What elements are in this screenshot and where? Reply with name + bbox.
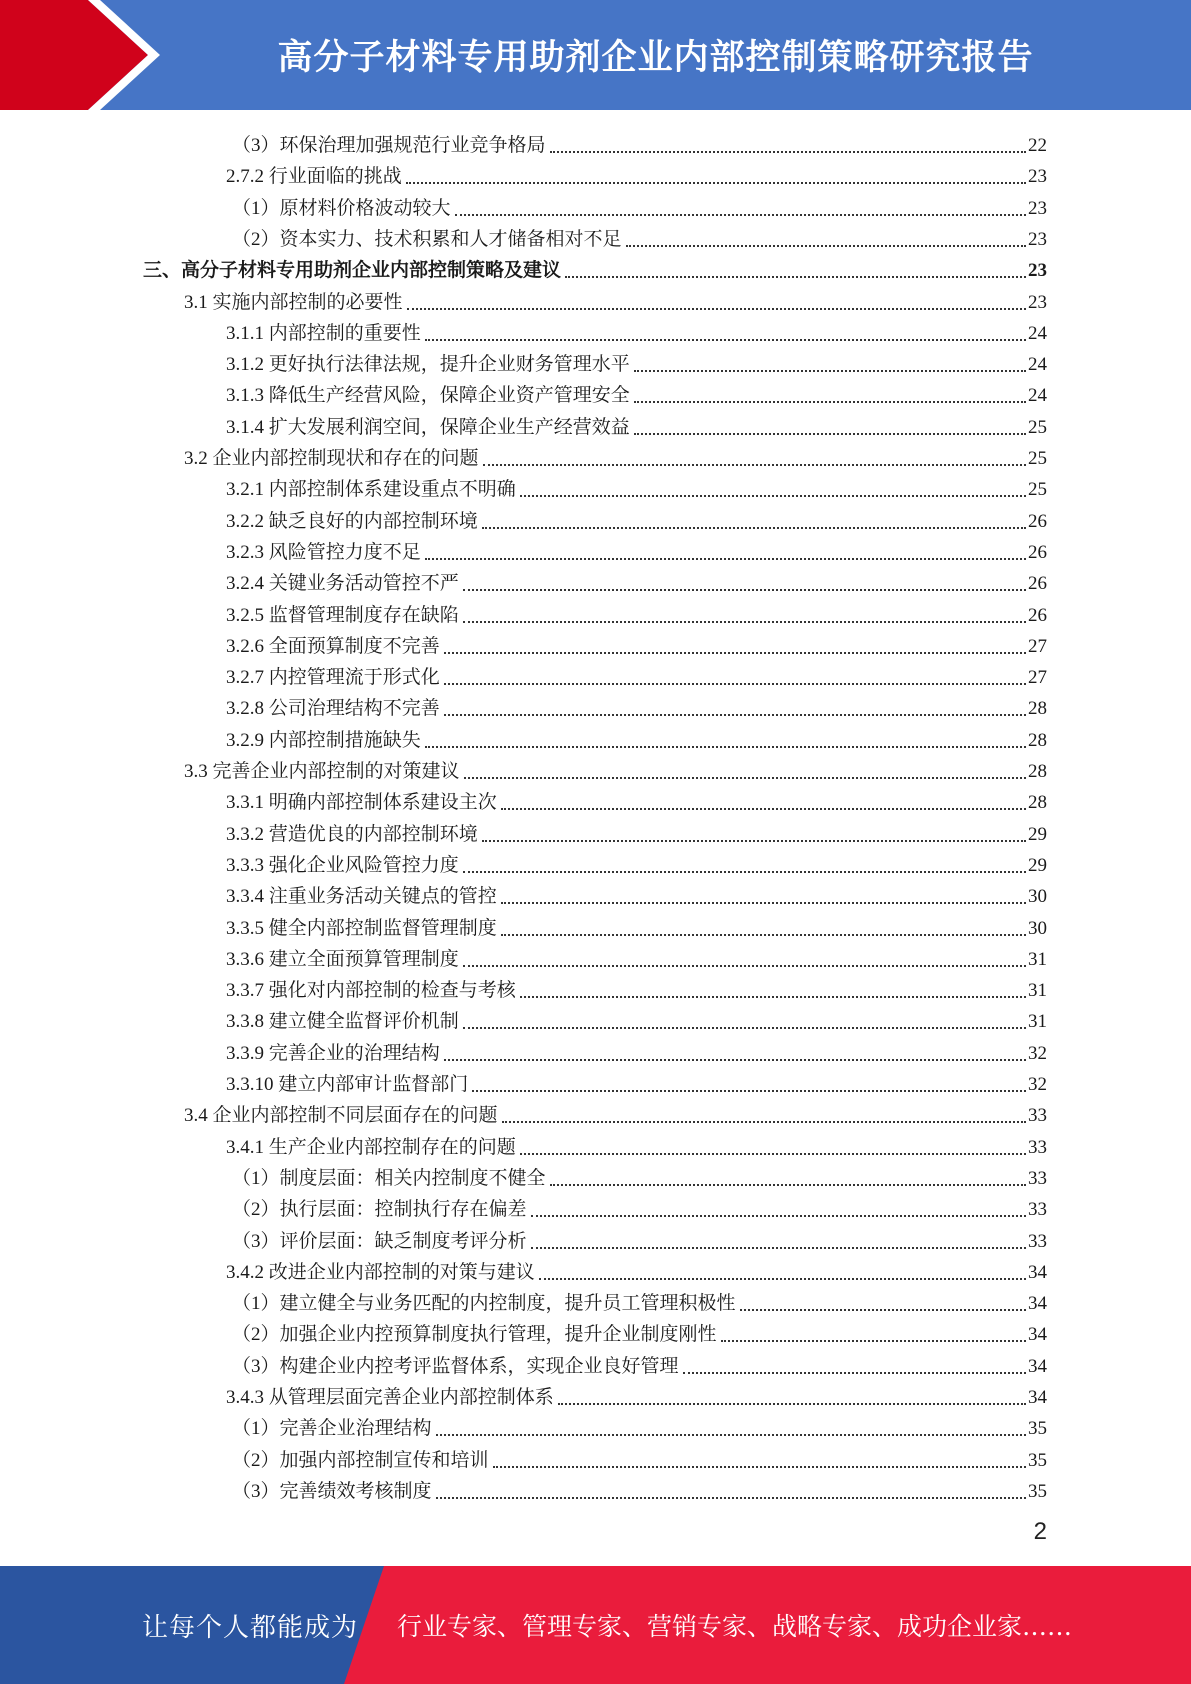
header-band bbox=[0, 0, 1191, 110]
page-number: 2 bbox=[1033, 1518, 1047, 1545]
toc-entry[interactable] bbox=[232, 1348, 1047, 1379]
toc-entry-label: 3.1.4 扩大发展利润空间，保障企业生产经营效益 bbox=[226, 416, 630, 438]
toc-leader-dots bbox=[444, 1059, 1026, 1061]
toc-leader-dots bbox=[520, 1153, 1026, 1155]
toc-entry-label: 3.3.8 建立健全监督评价机制 bbox=[226, 1011, 459, 1033]
toc-leader-dots bbox=[501, 902, 1026, 904]
toc-entry[interactable] bbox=[226, 690, 1047, 721]
toc-entry[interactable] bbox=[226, 1003, 1047, 1034]
report-title: 高分子材料专用助剂企业内部控制策略研究报告 bbox=[277, 38, 1034, 78]
toc-entry-label: （2）执行层面：控制执行存在偏差 bbox=[232, 1199, 527, 1221]
toc-entry[interactable] bbox=[232, 1223, 1047, 1254]
toc-entry-page: 22 bbox=[1028, 135, 1047, 156]
toc-entry[interactable] bbox=[143, 252, 1047, 283]
toc-entry-page: 31 bbox=[1028, 948, 1047, 970]
toc-entry[interactable] bbox=[226, 158, 1047, 189]
toc-entry-page: 23 bbox=[1028, 166, 1047, 188]
toc-leader-dots bbox=[520, 495, 1026, 497]
toc-entry[interactable] bbox=[226, 534, 1047, 565]
toc-leader-dots bbox=[482, 840, 1026, 842]
toc-entry-label: 3.1.3 降低生产经营风险，保障企业资产管理安全 bbox=[226, 385, 630, 407]
toc-entry-page: 27 bbox=[1028, 667, 1047, 689]
toc-entry[interactable] bbox=[226, 628, 1047, 659]
toc-entry-page: 26 bbox=[1028, 510, 1047, 532]
toc-entry-page: 24 bbox=[1028, 322, 1047, 344]
toc-entry[interactable] bbox=[226, 1254, 1047, 1285]
toc-entry-page: 32 bbox=[1028, 1042, 1047, 1064]
toc-entry[interactable] bbox=[232, 1316, 1047, 1347]
toc-leader-dots bbox=[463, 1027, 1026, 1029]
toc-entry-page: 23 bbox=[1028, 197, 1047, 219]
toc-leader-dots bbox=[483, 464, 1026, 466]
footer-slogan-left: 让每个人都能成为 bbox=[142, 1612, 359, 1643]
toc-leader-dots bbox=[444, 714, 1026, 716]
toc-entry[interactable] bbox=[226, 847, 1047, 878]
toc-entry[interactable] bbox=[226, 503, 1047, 534]
footer-band bbox=[0, 1566, 1191, 1684]
toc-entry-page: 25 bbox=[1028, 448, 1047, 469]
toc-leader-dots bbox=[634, 370, 1026, 372]
toc-entry[interactable] bbox=[226, 1066, 1047, 1097]
toc-leader-dots bbox=[683, 1372, 1026, 1374]
toc-leader-dots bbox=[565, 276, 1026, 278]
toc-entry-page: 34 bbox=[1028, 1293, 1047, 1315]
toc-leader-dots bbox=[463, 621, 1026, 623]
toc-entry-page: 23 bbox=[1028, 228, 1047, 250]
toc-entry[interactable] bbox=[232, 127, 1047, 158]
toc-entry-page: 26 bbox=[1028, 573, 1047, 595]
toc-entry-label: 3.3.5 健全内部控制监督管理制度 bbox=[226, 917, 497, 939]
toc-entry-page: 29 bbox=[1028, 854, 1047, 876]
toc-entry-label: 3.3.7 强化对内部控制的检查与考核 bbox=[226, 980, 516, 1002]
toc-entry-label: （1）原材料价格波动较大 bbox=[232, 197, 451, 219]
toc-entry-label: （3）完善绩效考核制度 bbox=[232, 1480, 432, 1502]
toc-entry[interactable] bbox=[232, 1473, 1047, 1504]
toc-entry[interactable] bbox=[226, 315, 1047, 346]
toc-entry-label: 3.4.3 从管理层面完善企业内部控制体系 bbox=[226, 1387, 554, 1408]
toc-entry-label: 3.1.2 更好执行法律法规，提升企业财务管理水平 bbox=[226, 354, 630, 376]
toc-entry-page: 30 bbox=[1028, 917, 1047, 939]
toc-entry-page: 28 bbox=[1028, 761, 1047, 782]
toc-entry[interactable] bbox=[226, 659, 1047, 690]
toc-entry-page: 24 bbox=[1028, 385, 1047, 407]
toc-entry[interactable] bbox=[226, 471, 1047, 502]
toc-entry-label: （2）加强内部控制宣传和培训 bbox=[232, 1449, 489, 1471]
toc-entry[interactable] bbox=[232, 1160, 1047, 1191]
toc-entry-label: 3.2.4 关键业务活动管控不严 bbox=[226, 573, 459, 595]
toc-entry-label: 3.2.2 缺乏良好的内部控制环境 bbox=[226, 510, 478, 532]
toc-leader-dots bbox=[472, 1090, 1026, 1092]
toc-leader-dots bbox=[626, 245, 1026, 247]
toc-entry-page: 33 bbox=[1028, 1230, 1047, 1252]
toc-entry-label: 三、高分子材料专用助剂企业内部控制策略及建议 bbox=[143, 260, 562, 282]
toc-leader-dots bbox=[463, 965, 1026, 967]
toc-entry-page: 25 bbox=[1028, 416, 1047, 438]
toc-entry[interactable] bbox=[232, 221, 1047, 252]
toc-entry-label: 3.4.1 生产企业内部控制存在的问题 bbox=[226, 1136, 516, 1158]
toc-entry-label: 3.3.9 完善企业的治理结构 bbox=[226, 1042, 440, 1064]
toc-leader-dots bbox=[482, 527, 1026, 529]
toc-leader-dots bbox=[501, 934, 1026, 936]
toc-leader-dots bbox=[634, 401, 1026, 403]
toc-entry-page: 33 bbox=[1028, 1136, 1047, 1158]
toc-entry-page: 34 bbox=[1028, 1261, 1047, 1283]
toc-leader-dots bbox=[463, 589, 1026, 591]
toc-entry-page: 26 bbox=[1028, 541, 1047, 563]
toc-entry-page: 31 bbox=[1028, 1011, 1047, 1033]
toc-entry-label: （1）建立健全与业务匹配的内控制度，提升员工管理积极性 bbox=[232, 1293, 736, 1315]
toc-entry-page: 35 bbox=[1028, 1449, 1047, 1471]
toc-leader-dots bbox=[501, 808, 1026, 810]
toc-entry[interactable] bbox=[226, 597, 1047, 628]
toc-entry-label: （1）制度层面：相关内控制度不健全 bbox=[232, 1167, 546, 1189]
toc-entry-label: 3.2.7 内控管理流于形式化 bbox=[226, 667, 440, 689]
toc-entry[interactable] bbox=[232, 1410, 1047, 1441]
toc-entry[interactable] bbox=[226, 409, 1047, 440]
toc-entry[interactable] bbox=[232, 1442, 1047, 1473]
toc-entry-label: 3.2.5 监督管理制度存在缺陷 bbox=[226, 604, 459, 626]
toc-leader-dots bbox=[634, 433, 1026, 435]
toc-entry-label: 3.2.8 公司治理结构不完善 bbox=[226, 698, 440, 720]
toc-entry-page: 27 bbox=[1028, 635, 1047, 657]
toc-entry[interactable] bbox=[226, 565, 1047, 596]
toc-entry-page: 35 bbox=[1028, 1480, 1047, 1502]
toc-entry[interactable] bbox=[184, 1097, 1047, 1128]
toc-entry-label: 3.2.9 内部控制措施缺失 bbox=[226, 729, 421, 751]
toc-entry[interactable] bbox=[226, 784, 1047, 815]
toc-entry[interactable] bbox=[226, 941, 1047, 972]
toc-entry-page: 28 bbox=[1028, 729, 1047, 751]
toc-leader-dots bbox=[464, 777, 1026, 779]
toc-entry[interactable] bbox=[232, 1285, 1047, 1316]
toc-leader-dots bbox=[444, 683, 1026, 685]
toc-leader-dots bbox=[444, 652, 1026, 654]
toc-entry-label: 3.3.4 注重业务活动关键点的管控 bbox=[226, 886, 497, 908]
toc-entry-label: 3.2.1 内部控制体系建设重点不明确 bbox=[226, 479, 516, 501]
toc-leader-dots bbox=[550, 151, 1026, 153]
toc-entry-label: 3.3.2 营造优良的内部控制环境 bbox=[226, 823, 478, 845]
toc-leader-dots bbox=[406, 182, 1026, 184]
toc-leader-dots bbox=[539, 1278, 1026, 1280]
toc-leader-dots bbox=[436, 1497, 1026, 1499]
toc-entry-label: （2）加强企业内控预算制度执行管理，提升企业制度刚性 bbox=[232, 1324, 717, 1346]
toc-entry[interactable] bbox=[184, 440, 1047, 471]
toc-entry-label: 3.2.3 风险管控力度不足 bbox=[226, 541, 421, 563]
toc-entry-label: 2.7.2 行业面临的挑战 bbox=[226, 166, 402, 188]
toc-entry-page: 29 bbox=[1028, 823, 1047, 845]
toc-entry[interactable] bbox=[226, 346, 1047, 377]
toc-entry-label: 3.4.2 改进企业内部控制的对策与建议 bbox=[226, 1261, 535, 1283]
toc-entry-page: 33 bbox=[1028, 1105, 1047, 1127]
toc-entry-label: 3.3.10 建立内部审计监督部门 bbox=[226, 1074, 469, 1095]
toc-entry-page: 28 bbox=[1028, 792, 1047, 814]
toc-entry[interactable] bbox=[226, 722, 1047, 753]
toc-leader-dots bbox=[493, 1466, 1026, 1468]
toc-entry-page: 30 bbox=[1028, 886, 1047, 908]
toc-entry-page: 34 bbox=[1028, 1324, 1047, 1346]
toc-leader-dots bbox=[425, 558, 1026, 560]
toc-leader-dots bbox=[436, 1434, 1026, 1436]
toc-entry-page: 31 bbox=[1028, 980, 1047, 1002]
toc-entry[interactable] bbox=[232, 190, 1047, 221]
toc-leader-dots bbox=[502, 1121, 1026, 1123]
toc-entry-label: 3.1 实施内部控制的必要性 bbox=[184, 291, 403, 313]
toc-entry-label: （3）评价层面：缺乏制度考评分析 bbox=[232, 1230, 527, 1252]
toc-entry-page: 26 bbox=[1028, 604, 1047, 626]
toc-entry-page: 33 bbox=[1028, 1167, 1047, 1189]
toc-entry-label: 3.2 企业内部控制现状和存在的问题 bbox=[184, 448, 479, 469]
toc-entry-label: （2）资本实力、技术积累和人才储备相对不足 bbox=[232, 228, 622, 250]
toc-leader-dots bbox=[407, 308, 1026, 310]
toc-leader-dots bbox=[425, 339, 1026, 341]
toc-entry-page: 33 bbox=[1028, 1199, 1047, 1221]
toc-entry-page: 28 bbox=[1028, 698, 1047, 720]
toc-entry-label: 3.2.6 全面预算制度不完善 bbox=[226, 635, 440, 657]
toc-entry-page: 24 bbox=[1028, 354, 1047, 376]
toc-entry-page: 25 bbox=[1028, 479, 1047, 501]
toc-entry-page: 32 bbox=[1028, 1074, 1047, 1095]
toc-entry-page: 34 bbox=[1028, 1355, 1047, 1377]
toc-entry-page: 23 bbox=[1028, 291, 1047, 313]
toc-entry-page: 35 bbox=[1028, 1418, 1047, 1440]
toc-leader-dots bbox=[531, 1215, 1026, 1217]
toc-leader-dots bbox=[558, 1403, 1026, 1405]
toc-entry-label: （3）环保治理加强规范行业竞争格局 bbox=[232, 135, 546, 156]
toc-entry-label: 3.3.1 明确内部控制体系建设主次 bbox=[226, 792, 497, 814]
toc-entry-label: 3.3 完善企业内部控制的对策建议 bbox=[184, 761, 460, 782]
toc-leader-dots bbox=[531, 1247, 1026, 1249]
toc-entry[interactable] bbox=[226, 1379, 1047, 1410]
toc-leader-dots bbox=[550, 1184, 1026, 1186]
red-chevron-shape bbox=[0, 0, 160, 110]
toc-entry-label: （3）构建企业内控考评监督体系，实现企业良好管理 bbox=[232, 1355, 679, 1377]
toc-entry[interactable] bbox=[184, 753, 1047, 784]
toc-entry[interactable] bbox=[226, 1035, 1047, 1066]
toc-entry-label: 3.1.1 内部控制的重要性 bbox=[226, 322, 421, 344]
toc-leader-dots bbox=[740, 1309, 1026, 1311]
toc-leader-dots bbox=[455, 214, 1026, 216]
toc-entry[interactable] bbox=[226, 1129, 1047, 1160]
toc-entry[interactable] bbox=[226, 816, 1047, 847]
toc-entry[interactable] bbox=[226, 972, 1047, 1003]
toc-leader-dots bbox=[463, 871, 1026, 873]
toc-entry-page: 23 bbox=[1028, 260, 1047, 282]
toc-entry[interactable] bbox=[232, 1191, 1047, 1222]
toc-leader-dots bbox=[721, 1340, 1026, 1342]
toc-leader-dots bbox=[520, 996, 1026, 998]
toc-leader-dots bbox=[425, 746, 1026, 748]
toc-entry-label: 3.3.3 强化企业风险管控力度 bbox=[226, 854, 459, 876]
toc-entry[interactable] bbox=[184, 284, 1047, 315]
toc-entry-label: （1）完善企业治理结构 bbox=[232, 1418, 432, 1440]
toc-entry[interactable] bbox=[226, 878, 1047, 909]
toc-entry[interactable] bbox=[226, 377, 1047, 408]
toc-entry[interactable] bbox=[226, 910, 1047, 941]
toc-entry-label: 3.4 企业内部控制不同层面存在的问题 bbox=[184, 1105, 498, 1127]
toc-entry-label: 3.3.6 建立全面预算管理制度 bbox=[226, 948, 459, 970]
toc-entry-page: 34 bbox=[1028, 1387, 1047, 1408]
footer-slogan-right: 行业专家、管理专家、营销专家、战略专家、成功企业家…… bbox=[397, 1612, 1073, 1641]
